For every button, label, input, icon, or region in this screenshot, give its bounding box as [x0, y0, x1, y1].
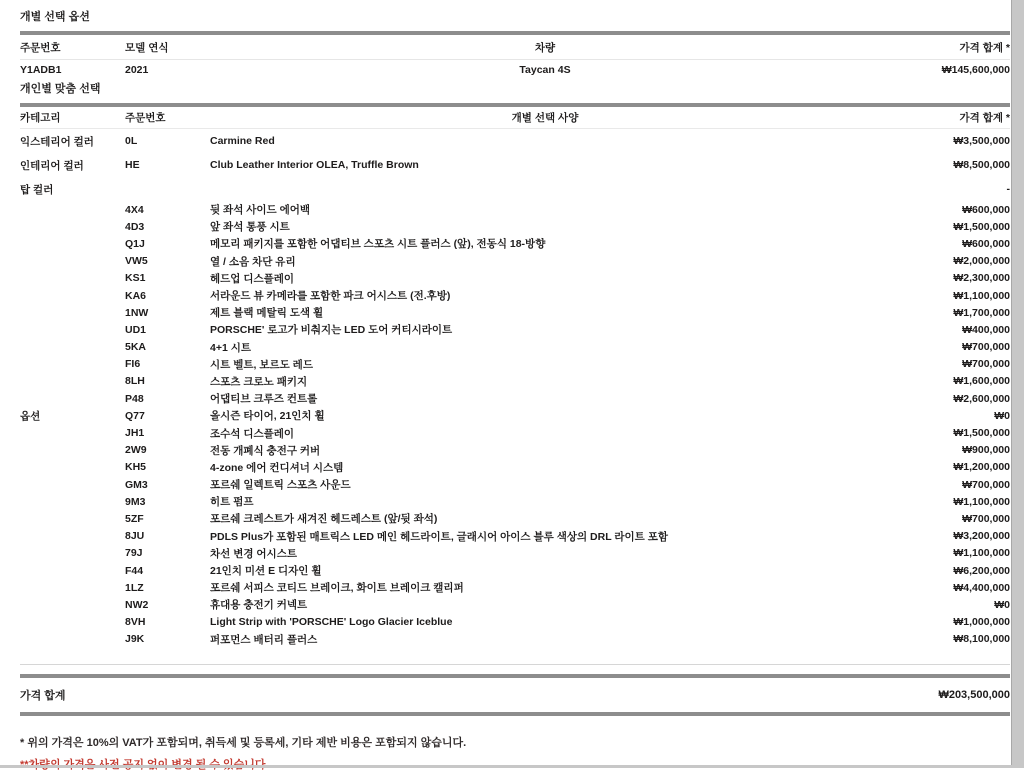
code-cell: 5ZF — [125, 512, 144, 525]
header-spec: 개별 선택 사양 — [511, 112, 579, 124]
code-cell: 2W9 — [125, 444, 147, 457]
code-cell: KS1 — [125, 272, 146, 285]
spec-cell: 조수석 디스플레이 — [210, 427, 295, 440]
spec-cell: 히트 펌프 — [210, 496, 254, 509]
price-cell: ₩1,200,000 — [953, 461, 1010, 474]
price-cell: ₩1,000,000 — [953, 616, 1010, 629]
option-row — [20, 579, 1010, 596]
price-cell: ₩3,500,000 — [953, 135, 1010, 147]
spec-cell: 서라운드 뷰 카메라를 포함한 파크 어시스트 (전.후방) — [210, 290, 451, 303]
total-separator-thin — [20, 664, 1010, 665]
page-edge-right — [1011, 0, 1024, 768]
option-row — [20, 373, 1010, 390]
code-cell: JH1 — [125, 427, 145, 440]
price-cell: ₩700,000 — [962, 358, 1010, 371]
spec-cell: 전동 개폐식 충전구 커버 — [210, 444, 321, 457]
price-cell: ₩1,100,000 — [953, 495, 1010, 508]
price-cell: ₩900,000 — [962, 444, 1010, 457]
price-cell: ₩600,000 — [962, 237, 1010, 250]
option-row — [20, 493, 1010, 510]
option-row — [20, 287, 1010, 304]
spec-cell: Club Leather Interior OLEA, Truffle Brown — [210, 159, 419, 171]
option-row — [20, 390, 1010, 407]
header-model-year: 모델 연식 — [125, 41, 169, 54]
configuration-summary-document — [20, 0, 1010, 772]
code-cell: Q77 — [125, 409, 145, 422]
price-cell: ₩600,000 — [962, 203, 1010, 216]
option-row — [20, 201, 1010, 218]
header-vehicle: 차량 — [534, 41, 556, 54]
code-cell: 8VH — [125, 616, 146, 629]
price-cell: ₩3,200,000 — [953, 530, 1010, 543]
spec-cell: 헤드업 디스플레이 — [210, 272, 295, 285]
header-order-no: 주문번호 — [125, 112, 166, 124]
price-cell: ₩1,600,000 — [953, 375, 1010, 388]
footnote-price-change-warning — [20, 756, 1010, 772]
header-category: 카테고리 — [20, 112, 61, 124]
spec-cell: 퍼포먼스 배터리 플러스 — [210, 633, 318, 646]
option-row — [20, 545, 1010, 562]
price-cell: ₩700,000 — [962, 478, 1010, 491]
spec-cell: 제트 블랙 메탈릭 도색 휠 — [210, 307, 324, 320]
code-cell: KA6 — [125, 289, 147, 302]
grand-total-row — [20, 678, 1010, 712]
model-year-value: 2021 — [125, 64, 149, 76]
price-cell: ₩4,400,000 — [953, 581, 1010, 594]
code-cell: GM3 — [125, 478, 148, 491]
price-cell: - — [1006, 183, 1010, 195]
spec-cell: 휴대용 충전기 커넥트 — [210, 599, 308, 612]
price-cell: ₩1,700,000 — [953, 306, 1010, 319]
price-cell: ₩1,500,000 — [953, 427, 1010, 440]
code-cell: 4X4 — [125, 203, 144, 216]
spec-cell: 뒷 좌석 사이드 에어백 — [210, 204, 311, 217]
price-cell: ₩2,300,000 — [953, 272, 1010, 285]
category-cell: 익스테리어 컬러 — [20, 135, 94, 148]
code-cell: Q1J — [125, 237, 145, 250]
price-cell: ₩8,100,000 — [953, 633, 1010, 646]
code-cell: 1NW — [125, 306, 149, 319]
code-cell: 0L — [125, 135, 138, 147]
code-cell: HE — [125, 159, 140, 171]
color-selection-row — [20, 177, 1010, 201]
option-row — [20, 235, 1010, 252]
code-cell: 4D3 — [125, 220, 145, 233]
option-row — [20, 218, 1010, 235]
code-cell: NW2 — [125, 598, 149, 611]
option-row — [20, 253, 1010, 270]
total-separator-bar — [20, 712, 1010, 716]
code-cell: 79J — [125, 547, 143, 560]
options-category-label: 옵션 — [20, 410, 41, 422]
color-selection-row — [20, 153, 1010, 177]
price-cell: ₩2,600,000 — [953, 392, 1010, 405]
header-price-total: 가격 합계 * — [959, 112, 1010, 124]
code-cell: 1LZ — [125, 581, 144, 594]
spec-cell: 포르쉐 일렉트릭 스포츠 사운드 — [210, 479, 351, 492]
spec-cell: 포르쉐 크레스트가 새겨진 헤드레스트 (앞/뒷 좌석) — [210, 513, 438, 526]
spec-cell: 21인치 미션 E 디자인 휠 — [210, 565, 322, 578]
option-row — [20, 321, 1010, 338]
spec-cell: 포르쉐 서피스 코티드 브레이크, 화이트 브레이크 캘리퍼 — [210, 582, 464, 595]
option-row — [20, 270, 1010, 287]
category-cell: 인테리어 컬러 — [20, 159, 84, 172]
spec-cell: 4+1 시트 — [210, 341, 252, 354]
option-row — [20, 356, 1010, 373]
spec-cell: 앞 좌석 통풍 시트 — [210, 221, 290, 234]
price-cell: ₩700,000 — [962, 341, 1010, 354]
code-cell: F44 — [125, 564, 144, 577]
vehicle-table-row — [20, 60, 1010, 80]
header-order-no: 주문번호 — [20, 41, 61, 54]
code-cell: UD1 — [125, 323, 147, 336]
option-row — [20, 459, 1010, 476]
code-cell: 8LH — [125, 375, 145, 388]
option-row — [20, 442, 1010, 459]
spec-cell: 차선 변경 어시스트 — [210, 547, 297, 560]
option-row — [20, 407, 1010, 424]
price-cell: ₩1,500,000 — [953, 220, 1010, 233]
order-no-value: Y1ADB1 — [20, 64, 62, 76]
price-cell: ₩0 — [994, 409, 1010, 422]
spec-cell: 메모리 패키지를 포함한 어댑티브 스포츠 시트 플러스 (앞), 전동식 18-방향 — [210, 238, 546, 251]
option-row — [20, 424, 1010, 441]
spec-cell: PORSCHE' 로고가 비춰지는 LED 도어 커티시라이트 — [210, 324, 453, 337]
option-row — [20, 614, 1010, 631]
option-rows-block — [20, 201, 1010, 648]
code-cell: FI6 — [125, 358, 141, 371]
option-row — [20, 510, 1010, 527]
spec-cell: Light Strip with 'PORSCHE' Logo Glacier Iceblue — [210, 616, 453, 629]
section-title-vehicle-options: 개별 선택 옵션 — [20, 11, 90, 23]
price-cell: ₩400,000 — [962, 323, 1010, 336]
option-row — [20, 476, 1010, 493]
category-cell: 탑 컬러 — [20, 183, 54, 196]
vehicle-price-value: ₩145,600,000 — [941, 64, 1010, 76]
code-cell: J9K — [125, 633, 145, 646]
grand-total-label: 가격 합계 — [20, 689, 66, 702]
color-selection-row — [20, 129, 1010, 153]
spec-cell: PDLS Plus가 포함된 매트릭스 LED 메인 헤드라이트, 글래시어 아이스 블루 색상의 DRL 라이트 포함 — [210, 530, 668, 543]
code-cell: P48 — [125, 392, 144, 405]
option-row — [20, 528, 1010, 545]
option-row — [20, 304, 1010, 321]
spec-cell: 스포츠 크로노 패키지 — [210, 375, 308, 388]
price-cell: ₩8,500,000 — [953, 159, 1010, 171]
price-cell: ₩6,200,000 — [953, 564, 1010, 577]
options-table-header — [20, 107, 1010, 129]
option-row — [20, 631, 1010, 648]
price-cell: ₩2,000,000 — [953, 255, 1010, 268]
spec-cell: 어댑티브 크루즈 컨트롤 — [210, 393, 318, 406]
vehicle-value: Taycan 4S — [519, 64, 571, 76]
code-cell: 5KA — [125, 341, 147, 354]
vehicle-table-header — [20, 35, 1010, 60]
price-cell: ₩0 — [994, 598, 1010, 611]
spec-cell: 열 / 소음 차단 유리 — [210, 255, 296, 268]
price-cell: ₩700,000 — [962, 512, 1010, 525]
spec-cell: Carmine Red — [210, 135, 275, 147]
grand-total-value: ₩203,500,000 — [938, 688, 1010, 701]
option-row — [20, 562, 1010, 579]
spec-cell: 시트 벨트, 보르도 레드 — [210, 358, 313, 371]
option-row — [20, 339, 1010, 356]
code-cell: 8JU — [125, 530, 145, 543]
price-cell: ₩1,100,000 — [953, 289, 1010, 302]
code-cell: KH5 — [125, 461, 147, 474]
price-cell: ₩1,100,000 — [953, 547, 1010, 560]
option-row — [20, 596, 1010, 613]
header-price-total: 가격 합계 * — [959, 41, 1010, 54]
code-cell: VW5 — [125, 255, 148, 268]
code-cell: 9M3 — [125, 495, 146, 508]
footnote-vat-notice: * 위의 가격은 10%의 VAT가 포함되며, 취득세 및 등록세, 기타 제반 비용은 포함되지 않습니다. — [20, 736, 467, 749]
option-rows — [20, 201, 1010, 648]
section-title-custom-selection: 개인별 맞춤 선택 — [20, 83, 101, 95]
spec-cell: 4-zone 에어 컨디셔너 시스템 — [210, 461, 344, 474]
color-rows — [20, 129, 1010, 201]
spec-cell: 올시즌 타이어, 21인치 휠 — [210, 410, 325, 423]
